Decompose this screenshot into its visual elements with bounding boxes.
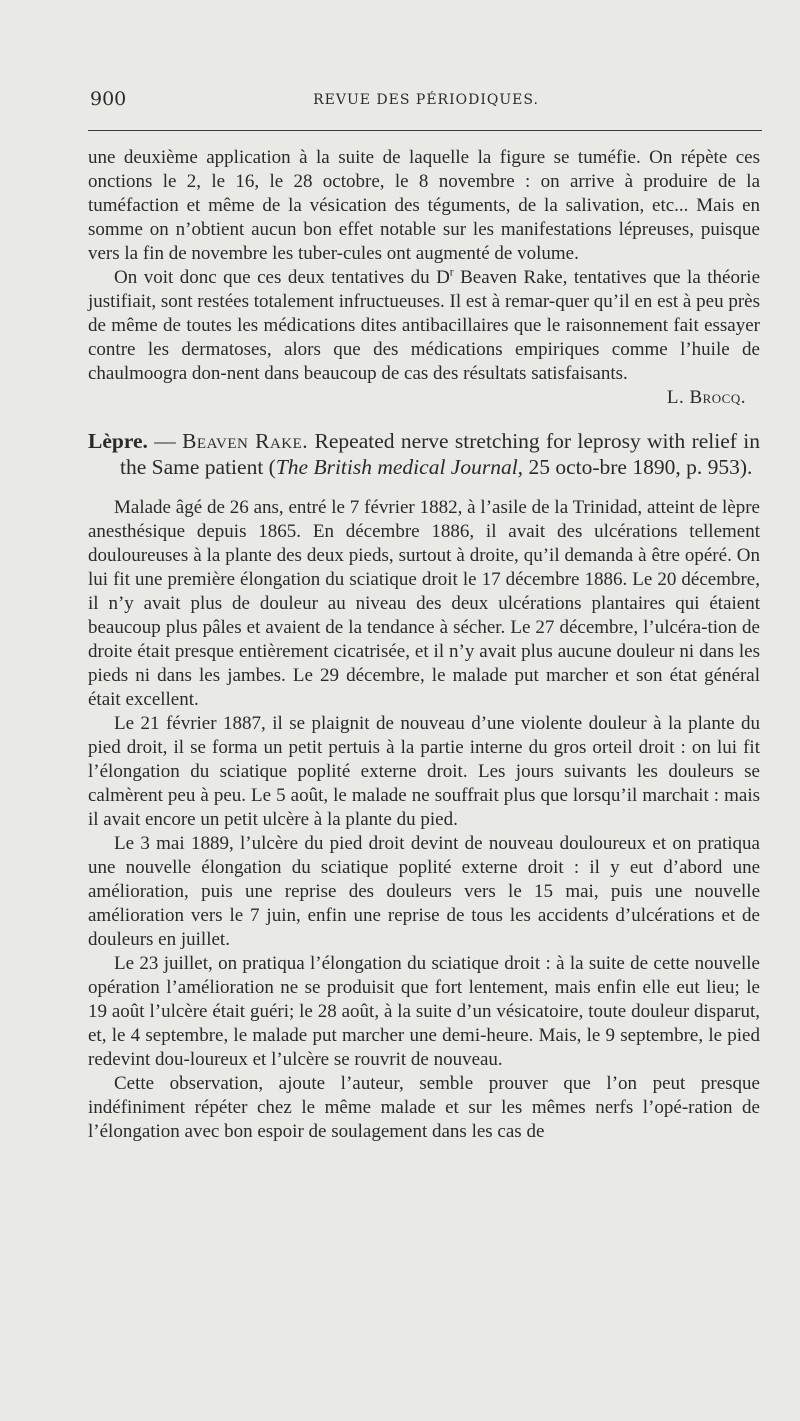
signature-text: L. Brocq. [666, 387, 746, 408]
body-paragraph-4: Le 23 juillet, on pratiqua l’élongation du sciatique droit : à la suite de cette nouvelle opération l’amélioration ne se produisit que fort lentement, mais enfin elle eut lieu; le 19 août l’ulcère était guéri; le 28 août, à la suite d’un vésicatoire, toute douleur disparut, et, le 4 septembre, le malade put marcher une demi-heure. Mais, le 9 septembre, le pied redevint dou-loureux et l’ulcère se rouvrit de nouveau. [88, 953, 760, 1070]
intro-paragraph-2 [88, 266, 760, 386]
body-paragraph-5: Cette observation, ajoute l’auteur, semble prouver que l’on peut presque indéfiniment répéter chez le même malade et sur les mêmes nerfs l’opé-ration de l’élongation avec bon espoir de soulagement dans les cas de [88, 1073, 760, 1142]
entry-journal: The British medical Journal, [275, 455, 524, 479]
body-paragraph-3: Le 3 mai 1889, l’ulcère du pied droit devint de nouveau douloureux et on pratiqua une nouvelle élongation du sciatique poplité externe droit : il y eut d’abord une amélioration, puis une reprise des douleurs vers le 15 mai, puis une nouvelle amélioration vers le 7 juin, enfin une reprise de tous les accidents d’ulcérations et de douleurs en juillet. [88, 833, 760, 950]
entry-subject: Lèpre. [88, 429, 148, 453]
intro-paragraph-1: une deuxième application à la suite de laquelle la figure se tuméfie. On répète ces onctions le 2, le 16, le 28 octobre, le 8 novembre : on arrive à produire de la tuméfaction et même de la vésication des téguments, de la salivation, etc... Mais en somme on n’obtient aucun bon effet notable sur les manifestations lépreuses, puisque vers la fin de novembre les tuber-cules ont augmenté de volume. [88, 147, 760, 264]
entry-citation: 25 octo-bre 1890, p. 953). [523, 455, 753, 479]
body-paragraph-1: Malade âgé de 26 ans, entré le 7 février 1882, à l’asile de la Trinidad, atteint de lèpre anesthésique depuis 1865. En décembre 1886, il avait des ulcérations tellement douloureuses à la plante des deux pieds, surtout à droite, qu’il demanda à être opéré. On lui fit une première élongation du sciatique droit le 17 décembre 1886. Le 20 décembre, il n’y avait plus de douleur au niveau des deux ulcérations plantaires qui étaient beaucoup plus pâles et avaient de la tendance à sécher. Le 27 décembre, l’ulcéra-tion de droite était presque entièrement cicatrisée, et il n’y avait plus aucune douleur ni dans les pieds ni dans les jambes. Le 29 décembre, le malade put marcher et son état général était excellent. [88, 497, 760, 710]
intro-paragraph-2-start: On voit donc que ces deux tentatives du D [114, 267, 450, 288]
body-text [88, 146, 760, 1144]
page-header [90, 88, 762, 118]
doctor-abbrev-superscript: r [449, 266, 454, 279]
entry-author: Beaven Rake. [182, 429, 309, 453]
author-signature [88, 386, 760, 410]
entry-dash: — [147, 429, 183, 453]
intro-paragraph-2-rest: Beaven Rake, tentatives que la théorie justifiait, sont restées totalement infructueuses. Il est à remar-quer qu’il en est à peu près de même de toutes les médications dites antibacillaires que le raisonnement fait essayer contre les dermatoses, alors que des médications empiriques comme l’huile de chaulmoogra don-nent dans beaucoup de cas des résultats satisfaisants. [88, 267, 760, 384]
body-paragraph-2: Le 21 février 1887, il se plaignit de nouveau d’une violente douleur à la plante du pied droit, il se forma un petit pertuis à la partie interne du gros orteil droit : on lui fit l’élongation du sciatique poplité externe droit. Les jours suivants les douleurs se calmèrent peu à peu. Le 5 août, le malade ne souffrait plus que lorsqu’il marchait : mais il avait encore un petit ulcère à la plante du pied. [88, 713, 760, 830]
running-title: REVUE DES PÉRIODIQUES. [313, 92, 539, 108]
entry-title-text: Repeated nerve stretching for leprosy with relief in the Same patient ( [120, 429, 760, 479]
entry-heading [88, 428, 760, 480]
page-number: 900 [90, 88, 127, 110]
header-rule [88, 130, 762, 131]
